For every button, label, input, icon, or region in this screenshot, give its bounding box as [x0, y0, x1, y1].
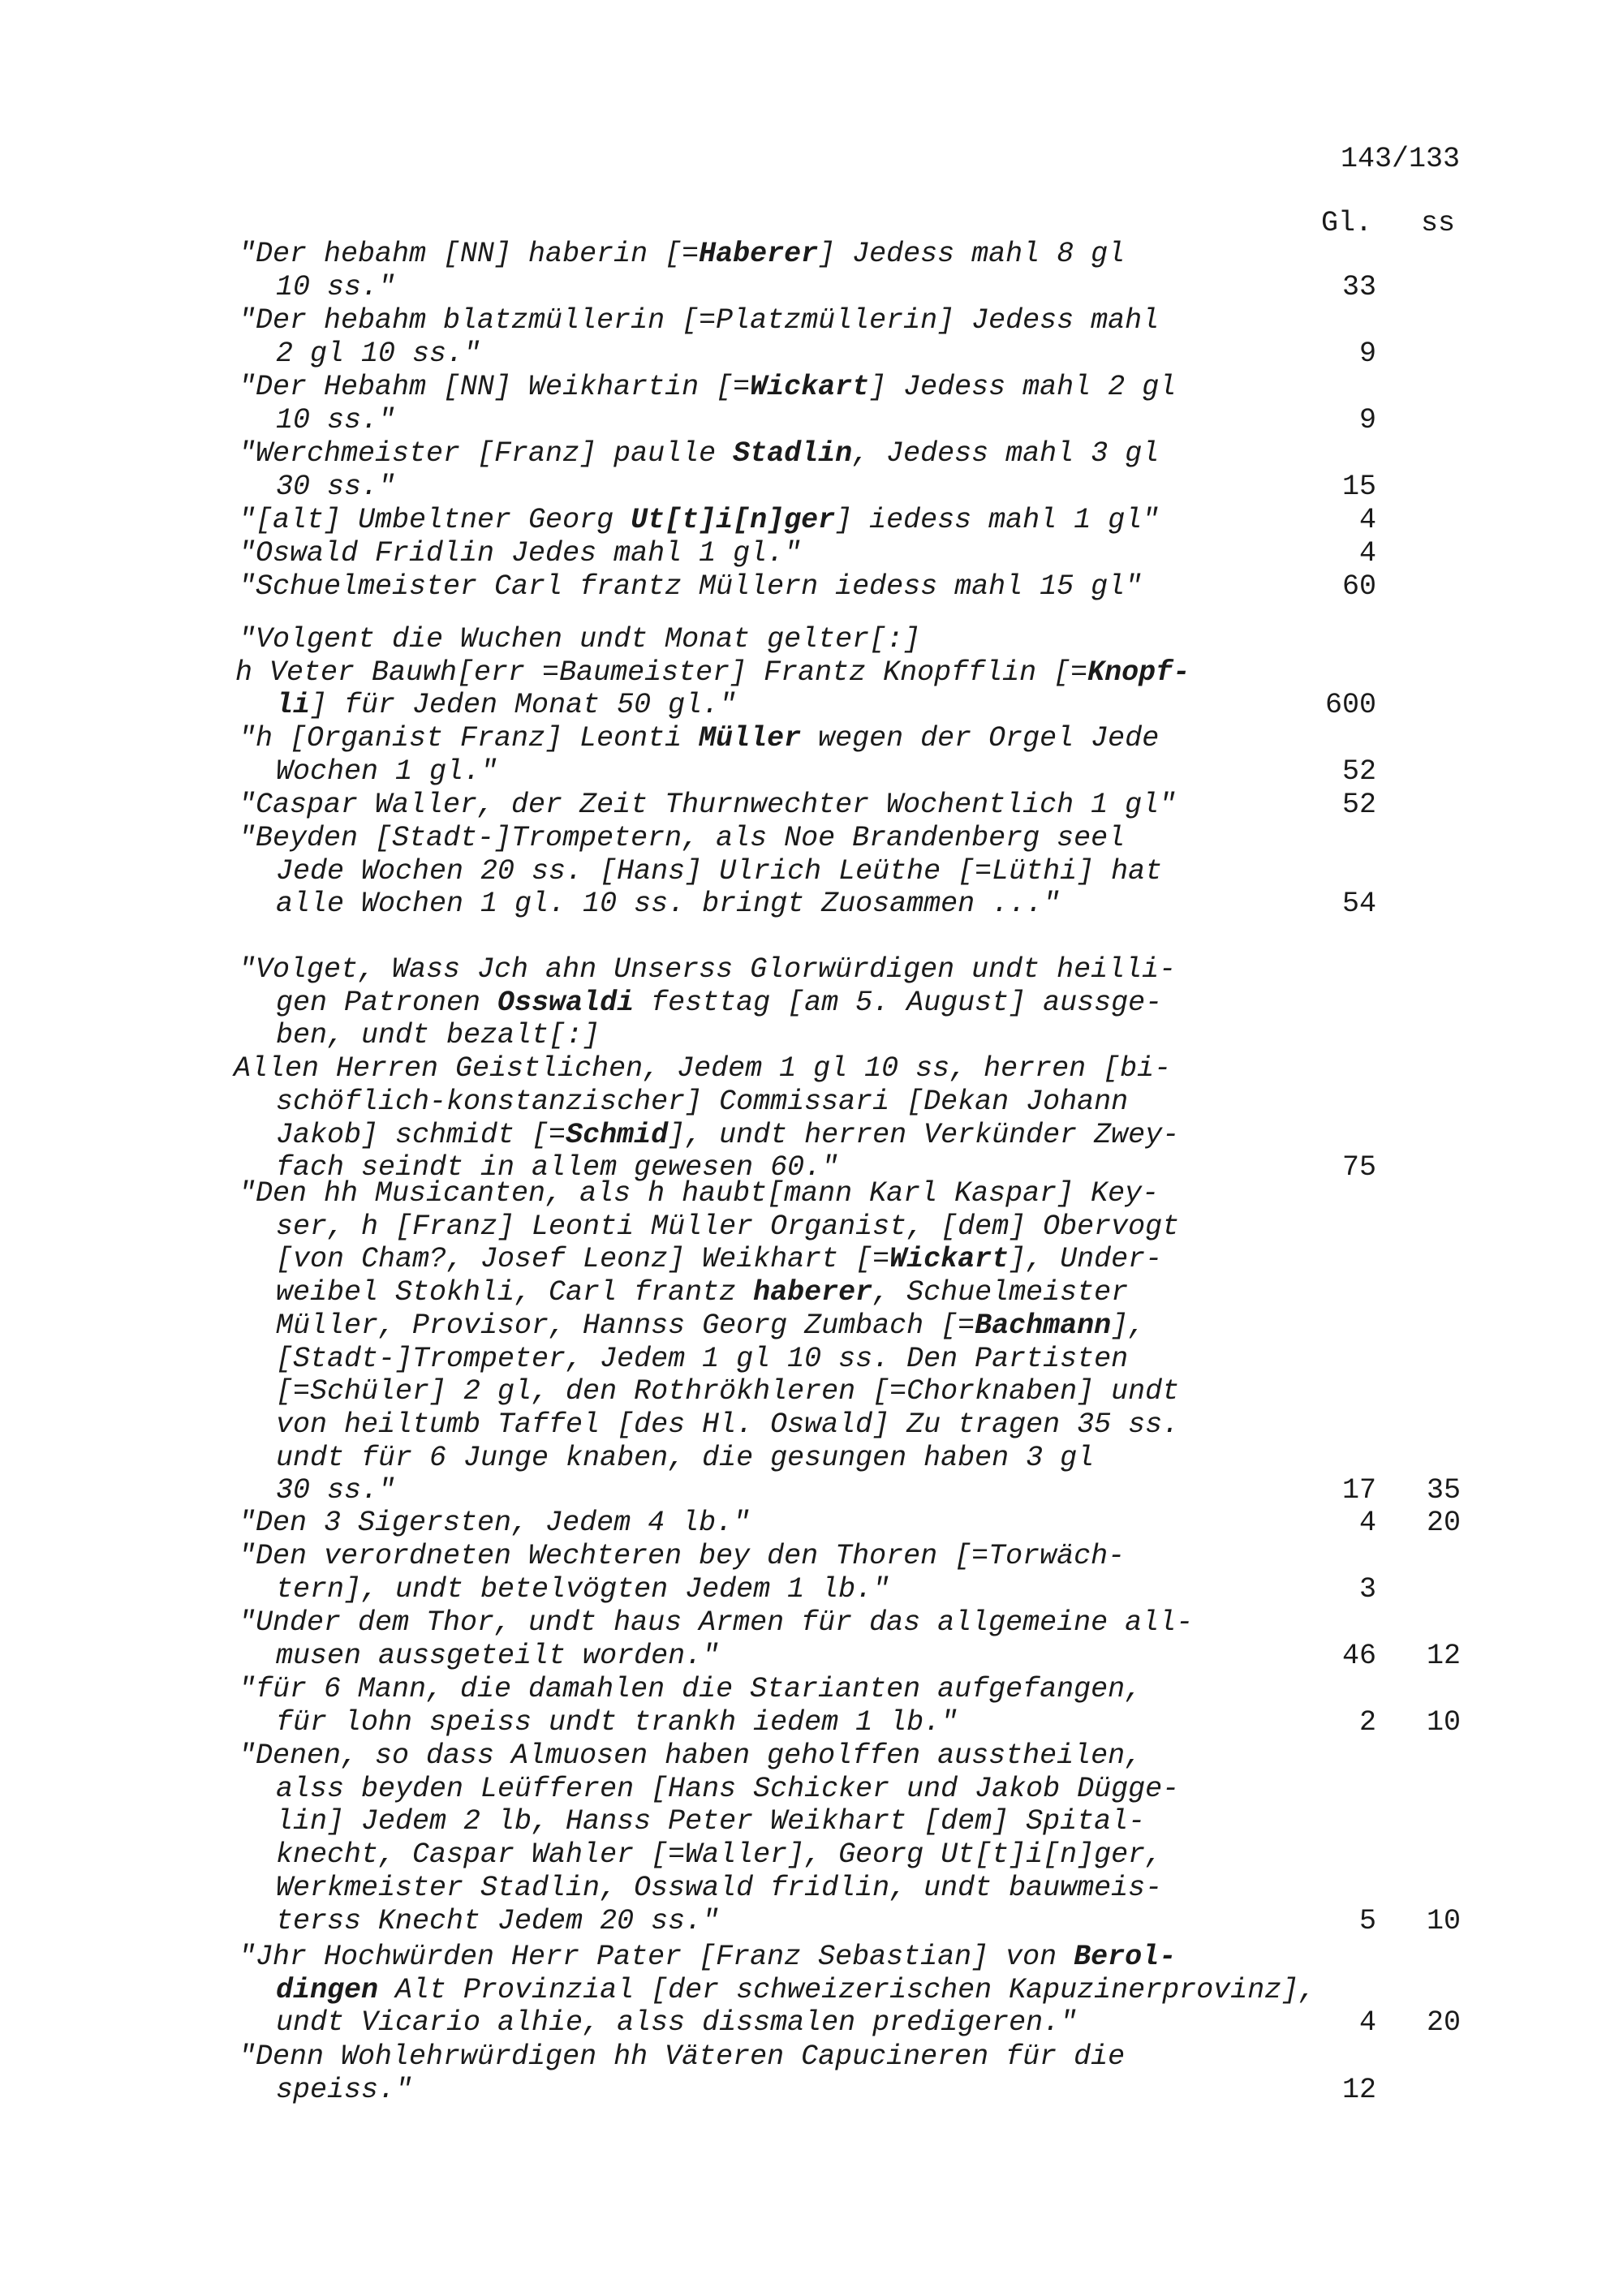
bold-name: haberer — [753, 1276, 873, 1309]
entry-line — [276, 1442, 1094, 1476]
text-segment: , Schuelmeister — [872, 1276, 1129, 1309]
entry-line — [276, 404, 395, 438]
bold-name: Müller — [699, 722, 802, 755]
text-segment: 30 ss." — [276, 1474, 396, 1507]
entry-line — [239, 437, 1159, 471]
text-segment: weibel Stokhli, Carl frantz — [276, 1276, 754, 1309]
amount-gulden: 2 — [1358, 1705, 1376, 1739]
text-segment: Alt Provinzial [der schweizerischen Kapuzinerprovinz], — [378, 1973, 1316, 2006]
bold-name: Schmid — [566, 1118, 669, 1151]
entry-line — [276, 271, 395, 305]
text-segment: "Caspar Waller, der Zeit Thurnwechter Wochentlich 1 gl" — [239, 789, 1177, 821]
entry-line — [276, 1773, 1179, 1807]
entry-line — [239, 2040, 1125, 2075]
bold-name: Haberer — [699, 238, 819, 270]
text-segment: "Denen, so dass Almuosen haben geholffen ausstheilen, — [239, 1739, 1143, 1772]
text-segment: , Jedess mahl 3 gl — [852, 437, 1160, 470]
column-header-gl: Gl. — [1321, 207, 1373, 239]
text-segment: ] Jedess mahl 2 gl — [869, 371, 1177, 403]
text-segment: Müller, Provisor, Hannss Georg Zumbach [= — [276, 1309, 975, 1342]
bold-name: Wickart — [750, 371, 870, 403]
text-segment: Wochen 1 gl." — [276, 755, 498, 788]
text-segment: schöflich-konstanzischer] Commissari [Dekan Johann — [276, 1085, 1129, 1118]
text-segment: von heiltumb Taffel [des Hl. Oswald] Zu tragen 35 ss. — [276, 1408, 1180, 1441]
entry-line — [276, 1343, 1128, 1377]
entry-line — [239, 822, 1125, 856]
text-segment: Werkmeister Stadlin, Osswald fridlin, undt bauwmeis- — [276, 1871, 1163, 1904]
text-segment: "Der Hebahm [NN] Weikhartin [= — [239, 371, 751, 403]
entry-line — [234, 1052, 1171, 1086]
amount-schilling: 20 — [1426, 1507, 1461, 1539]
amount-gulden: 12 — [1341, 2073, 1376, 2106]
entry-line — [276, 2074, 412, 2108]
text-segment: "Oswald Fridlin Jedes mahl 1 gl." — [239, 537, 802, 570]
text-segment: 2 gl 10 ss." — [276, 337, 481, 370]
entry-line — [276, 1974, 1315, 2008]
text-segment: ser, h [Franz] Leonti Müller Organist, [dem] Obervogt — [276, 1210, 1180, 1243]
entry-line — [235, 656, 1190, 690]
entry-line — [239, 1941, 1176, 1975]
text-segment: ben, undt bezalt[:] — [276, 1019, 601, 1052]
entry-line — [276, 987, 1162, 1021]
entry-line — [276, 1086, 1128, 1120]
text-segment: "Denn Wohlehrwürdigen hh Väteren Capucineren für die — [239, 2040, 1126, 2073]
text-segment: undt Vicario alhie, alss dissmalen predigeren." — [276, 2006, 1078, 2040]
text-segment: "für 6 Mann, die damahlen die Starianten aufgefangen, — [239, 1673, 1143, 1705]
bold-name: Berol- — [1074, 1941, 1177, 1973]
entry-line — [276, 2006, 1077, 2040]
text-segment: speiss." — [276, 2073, 413, 2106]
entry-line — [276, 1706, 958, 1740]
bold-name: dingen — [276, 1973, 379, 2006]
text-segment: festtag [am 5. August] aussge- — [634, 986, 1163, 1019]
text-segment: "Volgent die Wuchen undt Monat gelter[:] — [239, 623, 921, 656]
text-segment: ] iedess mahl 1 gl" — [835, 504, 1160, 536]
text-segment: "Volget, Wass Jch ahn Unserss Glorwürdigen undt heilli- — [239, 953, 1177, 986]
amount-gulden: 9 — [1358, 403, 1376, 436]
text-segment: knecht, Caspar Wahler [=Waller], Georg Ut[t]i[n]ger, — [276, 1838, 1163, 1872]
text-segment: Jakob] schmidt [= — [276, 1118, 566, 1151]
text-segment: "Der hebahm blatzmüllerin [=Platzmüllerin] Jedess mahl — [239, 304, 1160, 337]
entry-line — [239, 953, 1176, 987]
text-segment: wegen der Orgel Jede — [801, 722, 1160, 755]
text-segment: "Den verordneten Wechteren bey den Thoren [=Torwäch- — [239, 1540, 1126, 1572]
entry-line — [276, 1872, 1162, 1906]
text-segment: musen aussgeteilt worden." — [276, 1639, 720, 1672]
entry-line — [239, 1606, 1193, 1640]
text-segment: [=Schüler] 2 gl, den Rothrökhleren [=Chorknaben] undt — [276, 1375, 1180, 1408]
entry-line — [276, 338, 480, 372]
entry-line — [276, 1640, 719, 1674]
text-segment: für lohn speiss undt trankh iedem 1 lb." — [276, 1705, 958, 1739]
entry-line — [276, 755, 497, 789]
text-segment: ] für Jeden Monat 50 gl." — [310, 689, 737, 722]
amount-gulden: 600 — [1324, 689, 1376, 722]
text-segment: gen Patronen — [276, 986, 498, 1019]
amount-gulden: 17 — [1341, 1474, 1376, 1507]
amount-gulden: 75 — [1341, 1151, 1376, 1185]
amount-gulden: 4 — [1358, 2006, 1376, 2040]
text-segment: 30 ss." — [276, 470, 396, 503]
entry-line — [276, 1375, 1179, 1409]
entry-line — [276, 1474, 395, 1508]
entry-line — [276, 689, 736, 723]
bold-name: Ut[t]i[n]ger — [631, 504, 836, 536]
text-segment: "Under dem Thor, undt haus Armen für das allgemeine all- — [239, 1606, 1194, 1639]
entry-line — [276, 1838, 1162, 1872]
amount-gulden: 9 — [1358, 337, 1376, 370]
page-number: 143/133 — [1341, 143, 1461, 175]
entry-line — [239, 570, 1142, 604]
amount-gulden: 52 — [1341, 755, 1376, 788]
text-segment: fach seindt in allem gewesen 60." — [276, 1151, 839, 1185]
text-segment: "Schuelmeister Carl frantz Müllern iedess mahl 15 gl" — [239, 570, 1143, 603]
entry-line — [276, 888, 1060, 922]
text-segment: Allen Herren Geistlichen, Jedem 1 gl 10 ss, herren [bi- — [234, 1052, 1172, 1086]
text-segment: ], undt herren Verkünder Zwey- — [668, 1118, 1180, 1151]
entry-line — [239, 722, 1159, 756]
entry-line — [239, 504, 1159, 538]
text-segment: tern], undt betelvögten Jedem 1 lb." — [276, 1572, 890, 1606]
bold-name: Wickart — [889, 1243, 1010, 1276]
text-segment: "Der hebahm [NN] haberin [= — [239, 238, 700, 270]
entry-line — [276, 1119, 1179, 1153]
text-segment: ], Under- — [1009, 1243, 1163, 1276]
entry-line — [239, 304, 1159, 338]
text-segment: 10 ss." — [276, 403, 396, 436]
entry-line — [276, 1805, 1145, 1839]
text-segment: "h [Organist Franz] Leonti — [239, 722, 700, 755]
text-segment: 10 ss." — [276, 270, 396, 303]
amount-schilling: 10 — [1426, 1904, 1461, 1937]
amount-schilling: 20 — [1426, 2006, 1461, 2040]
amount-gulden: 52 — [1341, 789, 1376, 821]
entry-line — [239, 1507, 750, 1541]
entry-line — [276, 471, 395, 505]
amount-gulden: 4 — [1358, 537, 1376, 570]
text-segment: [Stadt-]Trompeter, Jedem 1 gl 10 ss. Den Partisten — [276, 1342, 1129, 1375]
amount-gulden: 15 — [1341, 470, 1376, 503]
text-segment: Jede Wochen 20 ss. [Hans] Ulrich Leüthe [=Lüthi] hat — [276, 854, 1163, 888]
entry-line — [276, 1309, 1145, 1344]
text-segment: h Veter Bauwh[err =Baumeister] Frantz Knopfflin [= — [235, 656, 1088, 689]
amount-gulden: 4 — [1358, 504, 1376, 536]
entry-line — [239, 371, 1176, 405]
text-segment: ] Jedess mahl 8 gl — [818, 238, 1126, 270]
text-segment: [von Cham?, Josef Leonz] Weikhart [= — [276, 1243, 890, 1276]
amount-gulden: 4 — [1358, 1507, 1376, 1539]
amount-schilling: 10 — [1426, 1705, 1461, 1739]
text-segment: alss beyden Leüfferen [Hans Schicker und Jakob Dügge- — [276, 1772, 1180, 1805]
entry-line — [239, 789, 1176, 823]
entry-line — [276, 1243, 1162, 1277]
entry-line — [276, 1905, 719, 1939]
entry-line — [276, 1019, 600, 1053]
text-segment: undt für 6 Junge knaben, die gesungen haben 3 gl — [276, 1441, 1095, 1474]
text-segment: "[alt] Umbeltner Georg — [239, 504, 631, 536]
bold-name: Bachmann — [975, 1309, 1112, 1342]
entry-line — [239, 623, 920, 657]
entry-line — [276, 1210, 1179, 1245]
text-segment: "Werchmeister [Franz] paulle — [239, 437, 734, 470]
text-segment: lin] Jedem 2 lb, Hanss Peter Weikhart [dem] Spital- — [276, 1805, 1146, 1838]
bold-name: Knopf- — [1087, 656, 1190, 689]
text-segment: ], — [1111, 1309, 1146, 1342]
entry-line — [239, 537, 801, 571]
column-header-ss: ss — [1421, 207, 1456, 239]
text-segment: "Den 3 Sigersten, Jedem 4 lb." — [239, 1507, 751, 1539]
entry-line — [239, 238, 1125, 272]
entry-line — [239, 1540, 1125, 1574]
text-segment: "Jhr Hochwürden Herr Pater [Franz Sebastian] von — [239, 1941, 1074, 1973]
entry-line — [239, 1673, 1142, 1707]
entry-line — [239, 1177, 1159, 1211]
amount-gulden: 33 — [1341, 270, 1376, 303]
bold-name: li — [276, 689, 311, 722]
text-segment: "Beyden [Stadt-]Trompetern, als Noe Brandenberg seel — [239, 822, 1126, 854]
amount-gulden: 60 — [1341, 570, 1376, 603]
entry-line — [239, 1739, 1142, 1774]
entry-line — [276, 1276, 1128, 1310]
amount-gulden: 3 — [1358, 1572, 1376, 1606]
entry-line — [276, 1573, 889, 1607]
amount-gulden: 54 — [1341, 888, 1376, 921]
amount-gulden: 5 — [1358, 1904, 1376, 1937]
amount-schilling: 35 — [1426, 1474, 1461, 1507]
amount-gulden: 46 — [1341, 1639, 1376, 1672]
bold-name: Osswaldi — [497, 986, 635, 1019]
entry-line — [276, 855, 1162, 889]
text-segment: terss Knecht Jedem 20 ss." — [276, 1904, 720, 1937]
amount-schilling: 12 — [1426, 1639, 1461, 1672]
bold-name: Stadlin — [733, 437, 853, 470]
text-segment: "Den hh Musicanten, als h haubt[mann Karl Kaspar] Key- — [239, 1177, 1160, 1210]
text-segment: alle Wochen 1 gl. 10 ss. bringt Zuosammen ..." — [276, 888, 1061, 921]
entry-line — [276, 1408, 1179, 1443]
